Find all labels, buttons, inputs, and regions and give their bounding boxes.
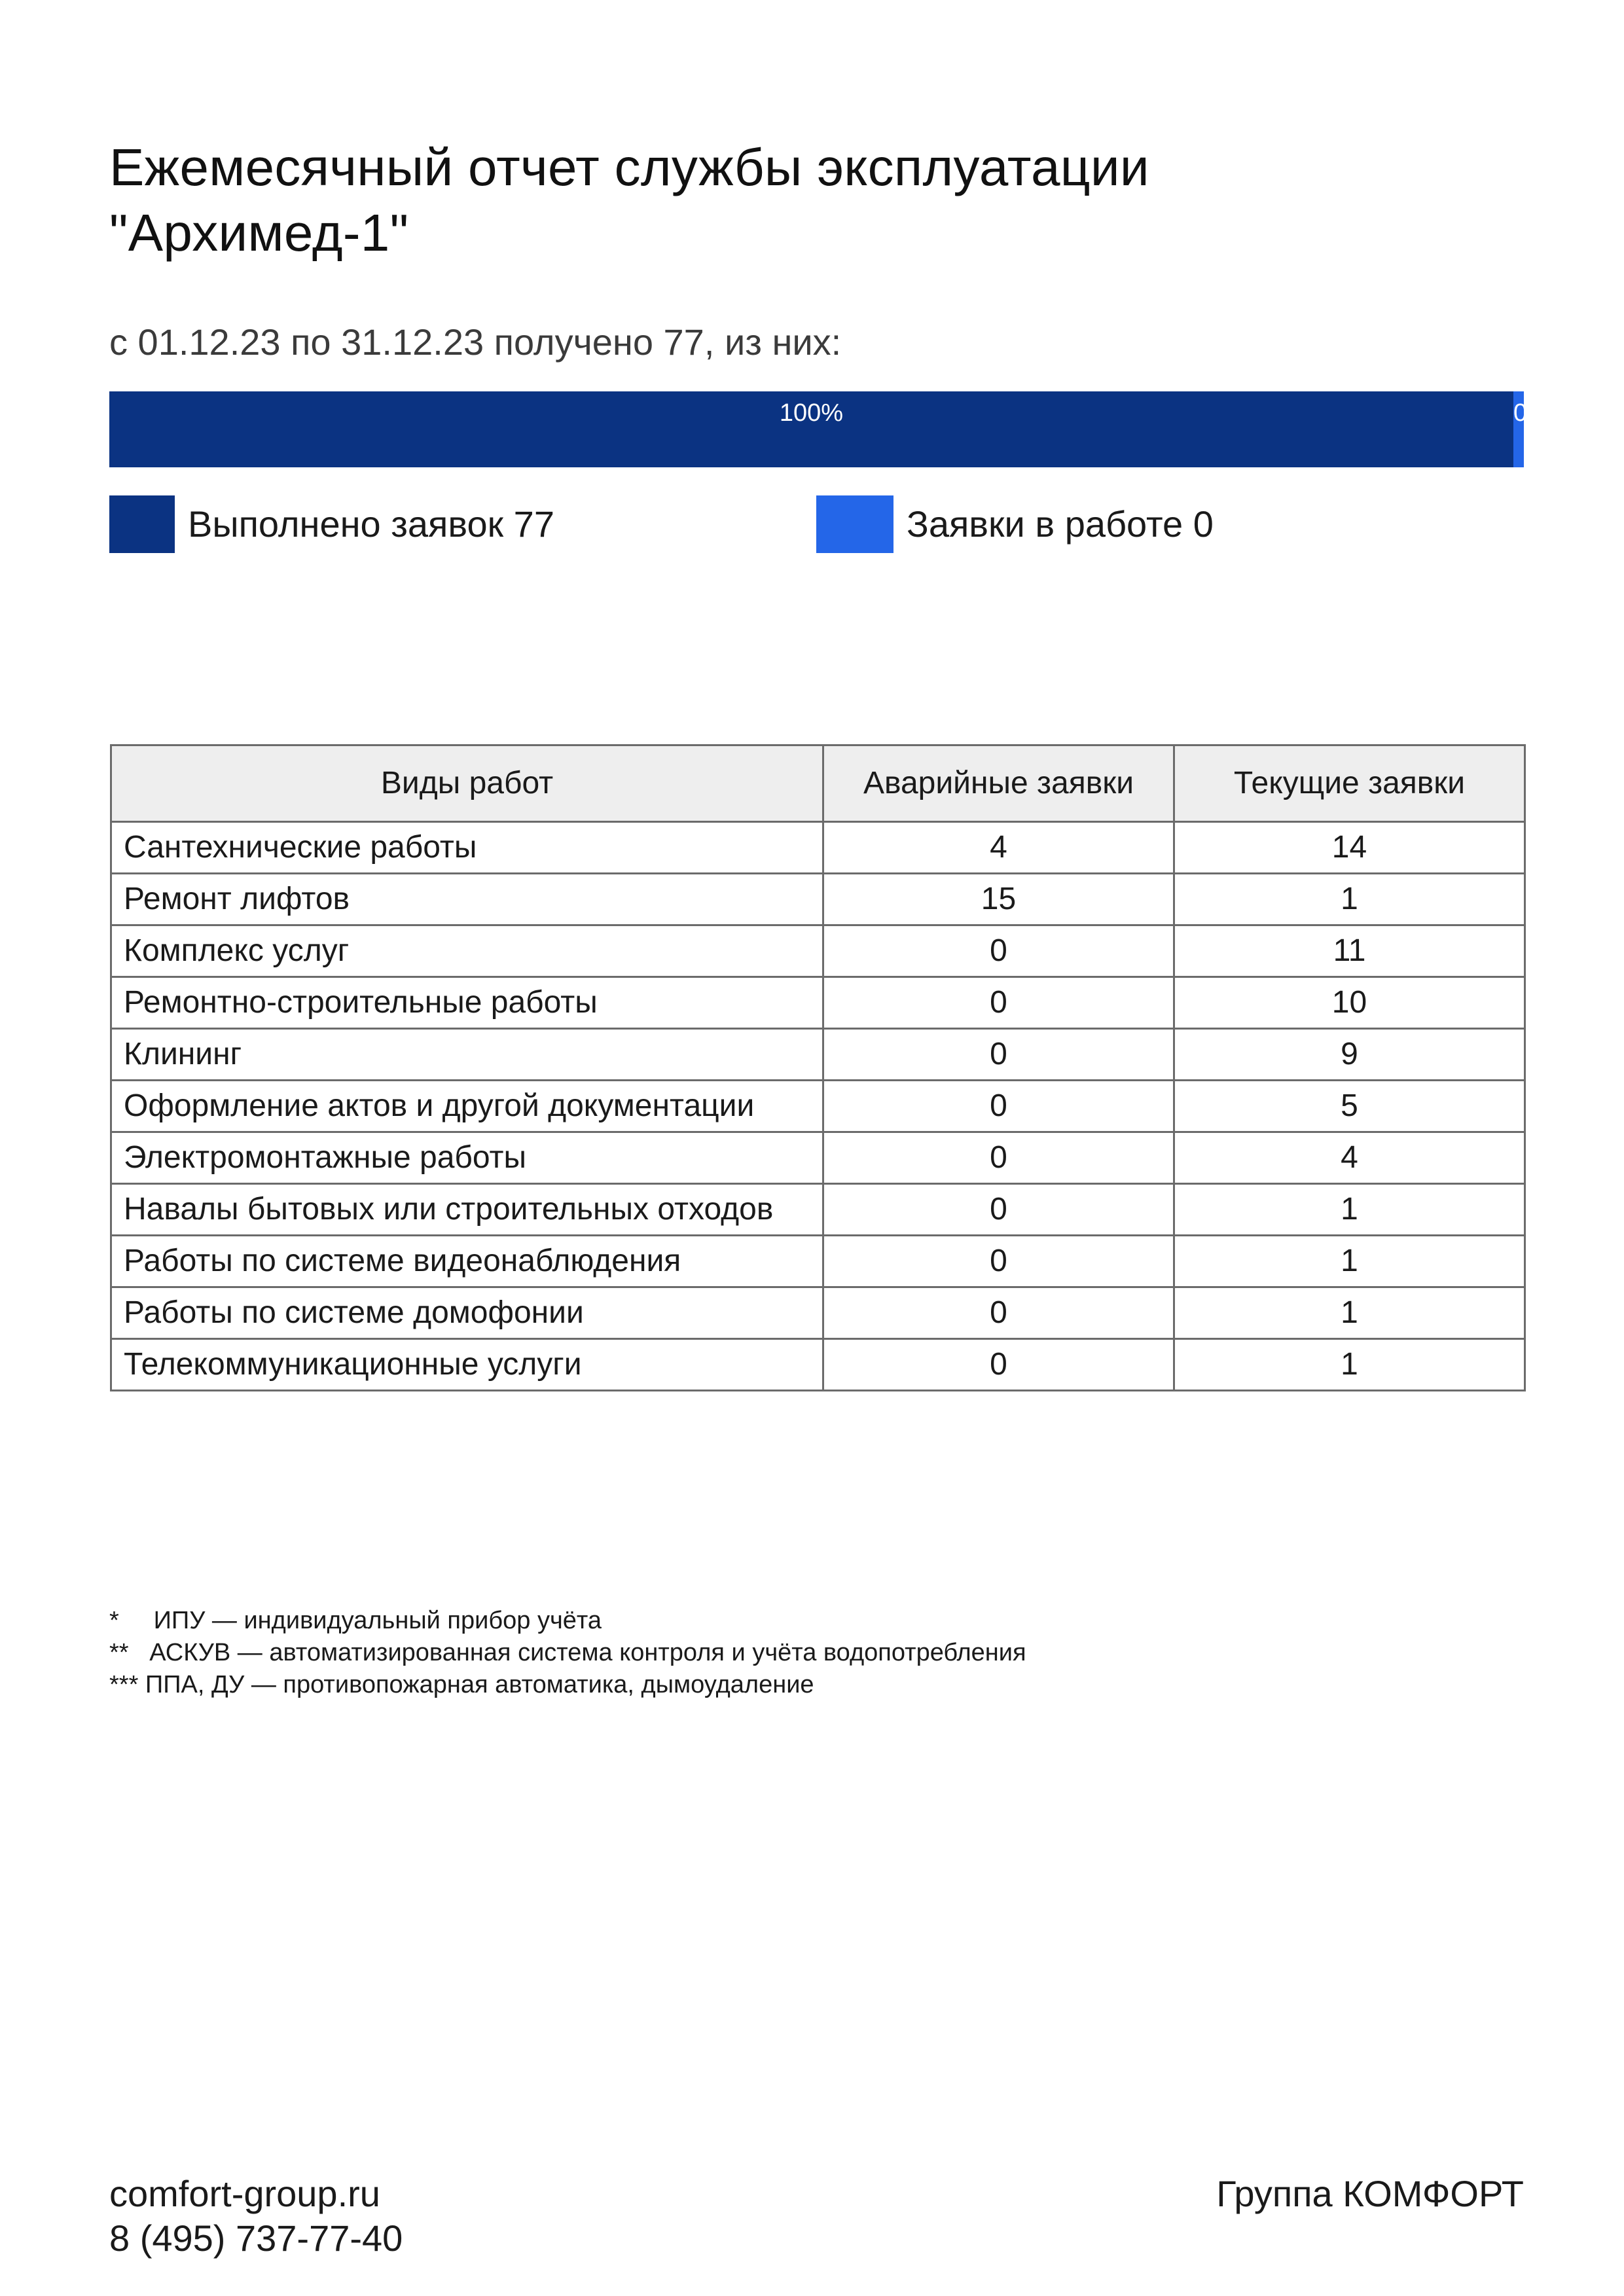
footer-company: Группа КОМФОРТ [1216,2173,1524,2214]
cell-emergency: 15 [823,874,1174,925]
footnote-ppa: *** ППА, ДУ — противопожарная автоматика, дымоудаление [109,1671,814,1698]
header-emergency-requests: Аварийные заявки [823,745,1174,822]
cell-work-type: Клининг [111,1029,823,1081]
cell-current: 9 [1174,1029,1525,1081]
cell-work-type: Навалы бытовых или строительных отходов [111,1184,823,1236]
footnote-askuv: ** АСКУВ — автоматизированная система контроля и учёта водопотребления [109,1639,1026,1666]
footnotes [109,1605,1026,1701]
footer-phone: 8 (495) 737-77-40 [109,2217,403,2259]
cell-current: 1 [1174,1236,1525,1287]
legend-label-done: Выполнено заявок 77 [188,503,554,545]
cell-current: 1 [1174,1287,1525,1339]
legend-swatch-done [109,495,175,553]
cell-emergency: 0 [823,1184,1174,1236]
cell-work-type: Ремонт лифтов [111,874,823,925]
requests-progress-bar [109,391,1549,467]
report-title-line-1: Ежемесячный отчет службы эксплуатации [109,138,1149,196]
header-work-type: Виды работ [111,745,823,822]
cell-current: 14 [1174,822,1525,874]
progress-segment-in-work [1513,391,1549,467]
cell-work-type: Электромонтажные работы [111,1132,823,1184]
table-row [111,874,1525,925]
cell-emergency: 0 [823,1287,1174,1339]
table-row [111,1184,1525,1236]
report-summary: с 01.12.23 по 31.12.23 получено 77, из них: [109,321,842,363]
cell-current: 1 [1174,1184,1525,1236]
cell-emergency: 0 [823,1236,1174,1287]
cell-work-type: Сантехнические работы [111,822,823,874]
work-types-table [110,744,1526,1391]
cell-emergency: 0 [823,1132,1174,1184]
cell-emergency: 0 [823,1029,1174,1081]
report-title [109,135,1523,266]
cell-current: 10 [1174,977,1525,1029]
cell-emergency: 4 [823,822,1174,874]
table-row [111,925,1525,977]
cell-current: 1 [1174,1339,1525,1391]
report-title-line-2: "Архимед-1" [109,204,409,262]
cell-work-type: Работы по системе видеонаблюдения [111,1236,823,1287]
cell-emergency: 0 [823,925,1174,977]
cell-current: 1 [1174,874,1525,925]
cell-current: 4 [1174,1132,1525,1184]
footer-site-link[interactable]: comfort-group.ru [109,2173,380,2214]
progress-done-label: 100% [779,399,844,427]
cell-work-type: Телекоммуникационные услуги [111,1339,823,1391]
cell-work-type: Оформление актов и другой документации [111,1081,823,1132]
legend-swatch-in-work [816,495,893,553]
cell-work-type: Работы по системе домофонии [111,1287,823,1339]
cell-emergency: 0 [823,1081,1174,1132]
cell-work-type: Ремонтно-строительные работы [111,977,823,1029]
legend-item-done [109,495,554,553]
cell-emergency: 0 [823,977,1174,1029]
cell-emergency: 0 [823,1339,1174,1391]
table-row [111,1081,1525,1132]
progress-segment-done [109,391,1513,467]
footer-contacts [109,2172,403,2261]
table-row [111,977,1525,1029]
table-row [111,1236,1525,1287]
table-header-row [111,745,1525,822]
cell-work-type: Комплекс услуг [111,925,823,977]
table-row [111,1339,1525,1391]
legend-label-in-work: Заявки в работе 0 [907,503,1214,545]
legend-item-in-work [816,495,1214,553]
footnote-ipu: * ИПУ — индивидуальный прибор учёта [109,1607,602,1634]
progress-work-label: 0% [1513,399,1549,427]
table-row [111,1029,1525,1081]
cell-current: 5 [1174,1081,1525,1132]
table-row [111,1287,1525,1339]
cell-current: 11 [1174,925,1525,977]
table-row [111,1132,1525,1184]
header-current-requests: Текущие заявки [1174,745,1525,822]
table-row [111,822,1525,874]
